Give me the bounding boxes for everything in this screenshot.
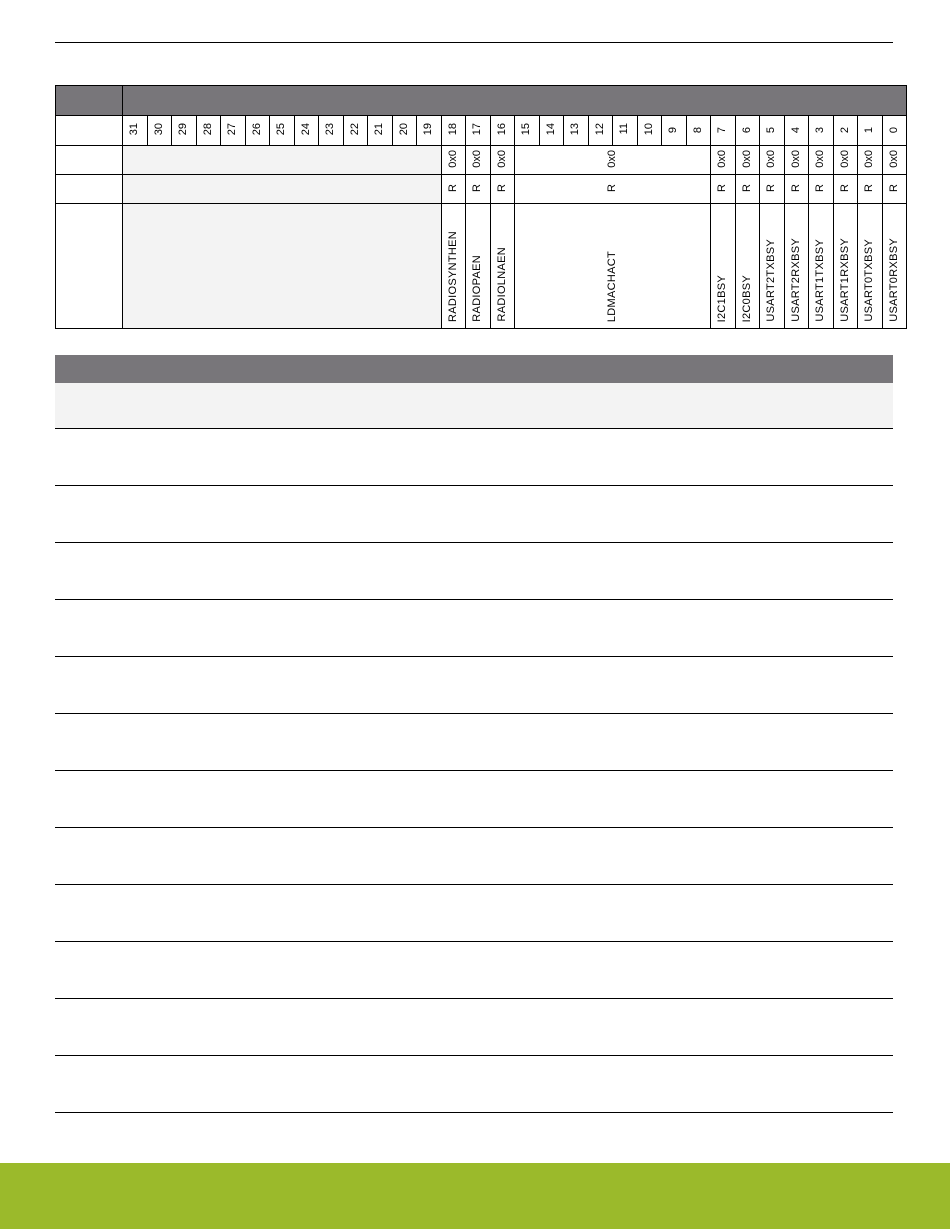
field-name: USART2TXBSY: [760, 204, 785, 329]
bit-number: 10: [637, 116, 662, 146]
bit-number: 15: [515, 116, 540, 146]
field-name: RADIOPAEN: [466, 204, 491, 329]
bit-number: 1: [858, 116, 883, 146]
field-name-row: [56, 204, 907, 329]
access-value: R: [735, 175, 760, 204]
bit-number: 11: [613, 116, 638, 146]
access-value: R: [760, 175, 785, 204]
bit-number: 6: [735, 116, 760, 146]
bit-number: 13: [564, 116, 589, 146]
description-row: [55, 714, 893, 771]
field-name: RADIOLNAEN: [490, 204, 515, 329]
footer-bar: [0, 1163, 950, 1229]
field-name: RADIOSYNTHEN: [441, 204, 466, 329]
bit-number: 25: [270, 116, 295, 146]
bit-number: 17: [466, 116, 491, 146]
bit-number: 3: [809, 116, 834, 146]
bit-number: 21: [368, 116, 393, 146]
reset-row-label: [56, 146, 123, 175]
bit-number: 12: [588, 116, 613, 146]
description-row: [55, 771, 893, 828]
access-value: R: [490, 175, 515, 204]
reset-value: 0x0: [711, 146, 736, 175]
access-value: R: [441, 175, 466, 204]
bit-number: 20: [392, 116, 417, 146]
access-value: R: [858, 175, 883, 204]
description-row: [55, 999, 893, 1056]
bit-number: 18: [441, 116, 466, 146]
register-bit-table: [55, 85, 907, 329]
page-top-rule: [55, 42, 893, 43]
reset-value: 0x0: [735, 146, 760, 175]
bit-number: 30: [147, 116, 172, 146]
reset-value: 0x0: [784, 146, 809, 175]
field-name: USART0RXBSY: [882, 204, 907, 329]
bit-number: 19: [417, 116, 442, 146]
reset-value: 0x0: [833, 146, 858, 175]
reserved-bits: [123, 204, 442, 329]
bit-number: 4: [784, 116, 809, 146]
field-name: USART2RXBSY: [784, 204, 809, 329]
description-subheader-row: [55, 383, 893, 429]
bit-number: 31: [123, 116, 148, 146]
reset-value: 0x0: [515, 146, 711, 175]
access-value: R: [711, 175, 736, 204]
description-row: [55, 885, 893, 942]
field-description-table: [55, 355, 893, 1113]
reset-value-row: [56, 146, 907, 175]
reset-value: 0x0: [858, 146, 883, 175]
field-name: USART1TXBSY: [809, 204, 834, 329]
access-value: R: [809, 175, 834, 204]
bit-row-label: [56, 116, 123, 146]
bit-number: 16: [490, 116, 515, 146]
reset-value: 0x0: [490, 146, 515, 175]
bit-number: 2: [833, 116, 858, 146]
access-row-label: [56, 175, 123, 204]
register-header-left: [56, 86, 123, 116]
description-row: [55, 429, 893, 486]
description-row: [55, 486, 893, 543]
bit-number: 8: [686, 116, 711, 146]
description-row: [55, 828, 893, 885]
access-value: R: [466, 175, 491, 204]
bit-number: 14: [539, 116, 564, 146]
description-subheader-cell: [55, 383, 893, 429]
bit-number: 26: [245, 116, 270, 146]
reset-value: 0x0: [882, 146, 907, 175]
field-name: USART1RXBSY: [833, 204, 858, 329]
field-name: LDMACHACT: [515, 204, 711, 329]
bit-number-row: [56, 116, 907, 146]
description-row: [55, 657, 893, 714]
bit-number: 22: [343, 116, 368, 146]
field-name: USART0TXBSY: [858, 204, 883, 329]
register-header-right: [123, 86, 907, 116]
field-name: I2C1BSY: [711, 204, 736, 329]
description-row: [55, 942, 893, 999]
access-value: R: [784, 175, 809, 204]
reserved-bits: [123, 175, 442, 204]
bit-number: 9: [662, 116, 687, 146]
bit-number: 5: [760, 116, 785, 146]
reset-value: 0x0: [466, 146, 491, 175]
bit-number: 0: [882, 116, 907, 146]
reset-value: 0x0: [809, 146, 834, 175]
bit-number: 28: [196, 116, 221, 146]
access-value: R: [882, 175, 907, 204]
description-row: [55, 1056, 893, 1113]
name-row-label: [56, 204, 123, 329]
bit-number: 23: [319, 116, 344, 146]
description-header-cell: [55, 355, 893, 383]
description-row: [55, 543, 893, 600]
access-value: R: [833, 175, 858, 204]
reset-value: 0x0: [760, 146, 785, 175]
reset-value: 0x0: [441, 146, 466, 175]
field-name: I2C0BSY: [735, 204, 760, 329]
access-value: R: [515, 175, 711, 204]
bit-number: 29: [172, 116, 197, 146]
bit-number: 7: [711, 116, 736, 146]
description-header-row: [55, 355, 893, 383]
access-row: [56, 175, 907, 204]
description-row: [55, 600, 893, 657]
reserved-bits: [123, 146, 442, 175]
bit-number: 27: [221, 116, 246, 146]
bit-number: 24: [294, 116, 319, 146]
register-header-row: [56, 86, 907, 116]
